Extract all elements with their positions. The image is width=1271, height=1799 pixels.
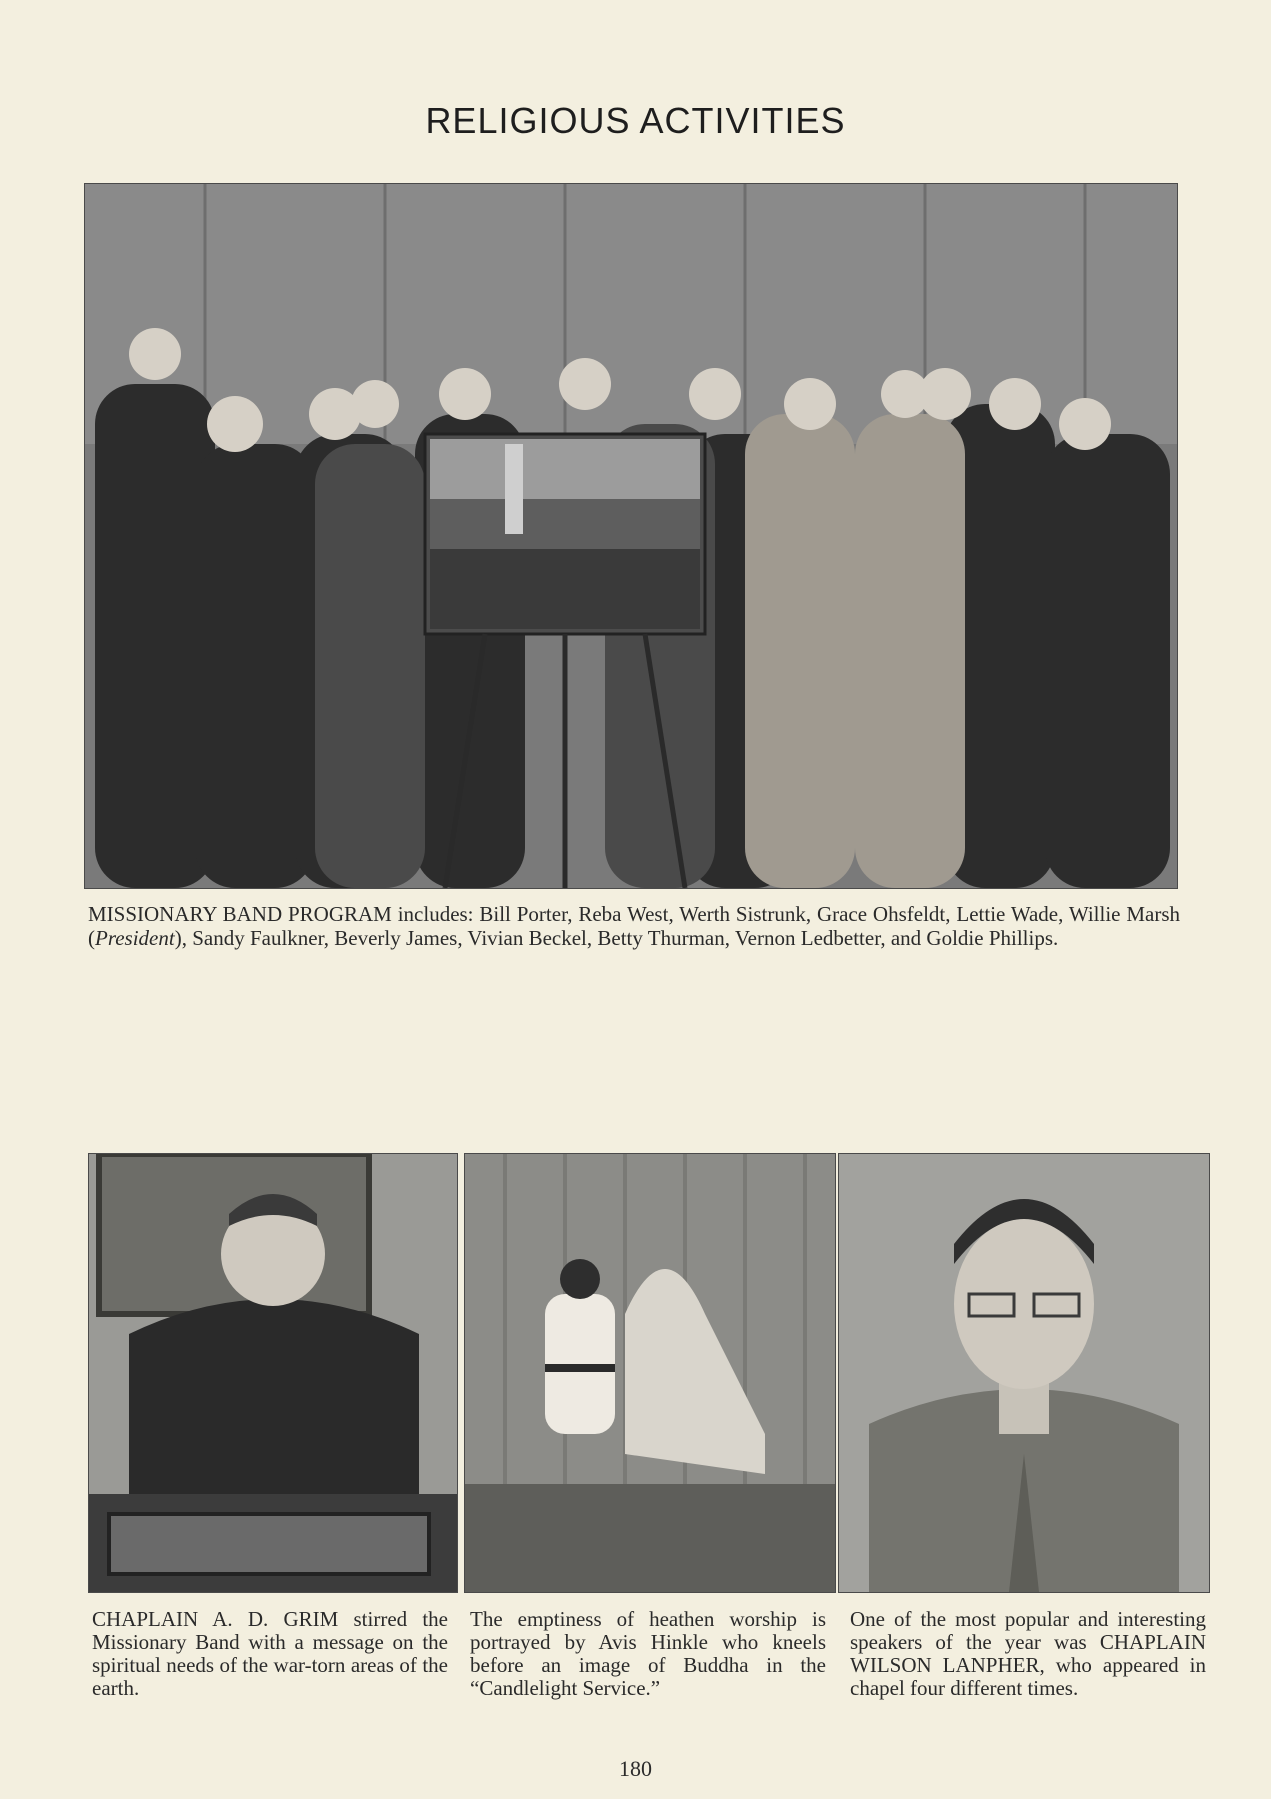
chaplain-lanpher-photo (838, 1153, 1210, 1593)
caption-tail: ), Sandy Faulkner, Beverly James, Vivian Beckel, Betty Thurman, Vernon Ledbetter, and Goldie Phillips. (174, 926, 1059, 950)
page-number: 180 (619, 1756, 652, 1781)
chaplain-grim-photo (88, 1153, 458, 1593)
photo-caption: CHAPLAIN A. D. GRIM stirred the Missionary Band with a message on the spiritual needs of the war-torn areas of the earth. (92, 1607, 448, 1700)
candlelight-service-photo (464, 1153, 836, 1593)
missionary-band-photo (84, 183, 1178, 889)
caption-italic: President (95, 926, 175, 950)
missionary-band-caption (88, 902, 1180, 950)
photo-caption: One of the most popular and interesting speakers of the year was CHAPLAIN WILSON LANPHER, who appeared in chapel four different times. (850, 1607, 1206, 1700)
photo-caption: The emptiness of heathen worship is portrayed by Avis Hinkle who kneels before an image of Buddha in the “Candlelight Service.” (470, 1607, 826, 1700)
page-title: RELIGIOUS ACTIVITIES (425, 100, 846, 141)
caption-lead: MISSIONARY BAND PROGRAM includes: Bill Porter, Reba West, Werth Sistrunk, Grace Ohsfeldt, Lettie Wade, Willie Marsh ( (88, 902, 1180, 950)
